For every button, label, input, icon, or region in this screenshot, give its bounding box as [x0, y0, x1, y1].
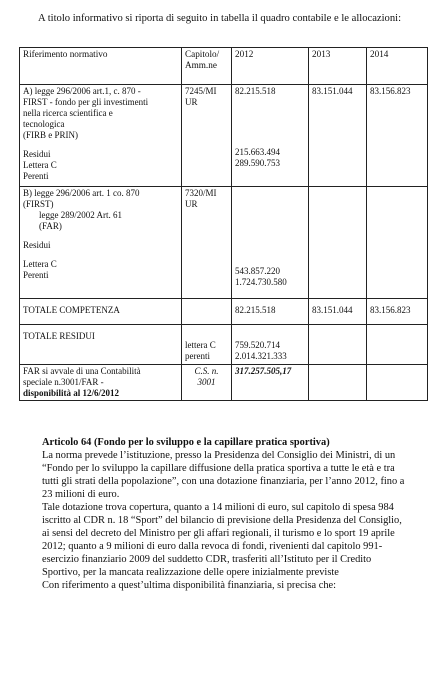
far-capitolo: C.S. n. 3001	[182, 365, 232, 401]
table-header-row	[20, 48, 428, 85]
accounting-table	[19, 47, 428, 401]
totale-competenza-2012: 82.215.518	[232, 299, 309, 325]
totale-competenza-label: TOTALE COMPETENZA	[20, 299, 182, 325]
row-b-2013	[309, 187, 367, 299]
header-riferimento: Riferimento normativo	[20, 48, 182, 85]
row-b-reference: B) legge 296/2006 art. 1 co. 870 (FIRST) legge 289/2002 Art. 61 (FAR) Residui Lettera C Perenti	[20, 187, 182, 299]
article-line: ai sensi del decreto del Ministro per gli affari regionali, il turismo e lo sport 19 aprile	[42, 528, 395, 539]
table-row-totale-competenza	[20, 299, 428, 325]
article-line: 2012; quanto a 9 milioni di euro dalla revoca di fondi, rivenienti dal capitolo 991-	[42, 541, 383, 552]
totale-competenza-2014: 83.156.823	[367, 299, 428, 325]
article-title: Articolo 64 (Fondo per lo sviluppo e la capillare pratica sportiva)	[42, 437, 330, 448]
row-b-2012: 543.857.220 1.724.730.580	[232, 187, 309, 299]
header-2012: 2012	[232, 48, 309, 85]
article-line: La norma prevede l’istituzione, presso la Presidenza del Consiglio dei Ministri, di un	[42, 450, 396, 461]
totale-residui-capitolo: lettera C perenti	[182, 325, 232, 365]
row-a-2012: 82.215.518 215.663.494 289.590.753	[232, 85, 309, 187]
totale-residui-label: TOTALE RESIDUI	[20, 325, 182, 365]
row-b-capitolo: 7320/MI UR	[182, 187, 232, 299]
article-line: 23 milioni di euro.	[42, 489, 120, 500]
header-capitolo: Capitolo/ Amm.ne	[182, 48, 232, 85]
article-line: Tale dotazione trova copertura, quanto a 14 milioni di euro, sul capitolo di spesa 984	[42, 502, 394, 513]
article-line: Sportivo, per la mancata realizzazione delle opere inizialmente previste	[42, 567, 339, 578]
row-a-reference: A) legge 296/2006 art.1, c. 870 - FIRST - fondo per gli investimenti nella ricerca scientifica e tecnologica (FIRB e PRIN) Residui Lettera C Perenti	[20, 85, 182, 187]
totale-residui-2012: 759.520.714 2.014.321.333	[232, 325, 309, 365]
far-text: FAR si avvale di una Contabilità speciale n.3001/FAR - disponibilità al 12/6/2012	[20, 365, 182, 401]
table-row-b	[20, 187, 428, 299]
article-64	[42, 436, 432, 592]
table-row-far	[20, 365, 428, 401]
article-line: tutti gli strati della popolazione”, con una dotazione finanziaria, per l’anno 2012, fino a	[42, 476, 405, 487]
totale-competenza-2013: 83.151.044	[309, 299, 367, 325]
article-line: Con riferimento a quest’ultima disponibilità finanziaria, si precisa che:	[42, 580, 337, 591]
row-a-2014: 83.156.823	[367, 85, 428, 187]
article-line: “Fondo per lo sviluppo la capillare diffusione della pratica sportiva a tutte le età e tra	[42, 463, 395, 474]
row-b-2014	[367, 187, 428, 299]
article-line: esercizio finanziario 2009 del suddetto CDR, trasferiti all’Istituto per il Credito	[42, 554, 372, 565]
header-2013: 2013	[309, 48, 367, 85]
row-a-capitolo: 7245/MI UR	[182, 85, 232, 187]
article-line: iscritto al CDR n. 18 “Sport” del bilancio di previsione della Presidenza del Consiglio,	[42, 515, 402, 526]
table-row-totale-residui	[20, 325, 428, 365]
table-row-a	[20, 85, 428, 187]
row-a-2013: 83.151.044	[309, 85, 367, 187]
far-value: 317.257.505,17	[232, 365, 309, 401]
header-2014: 2014	[367, 48, 428, 85]
intro-text: A titolo informativo si riporta di seguito in tabella il quadro contabile e le allocazioni:	[38, 13, 402, 24]
